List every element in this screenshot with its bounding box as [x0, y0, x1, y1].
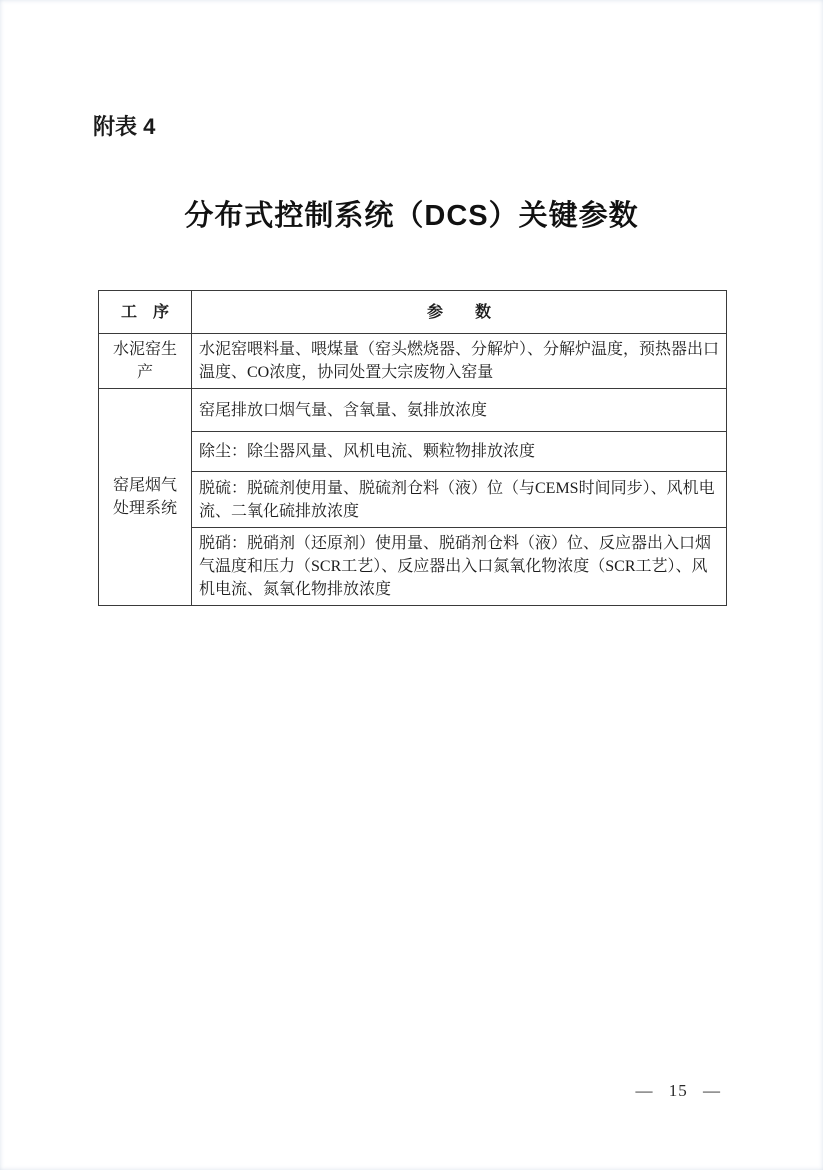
- table-header-row: [99, 291, 727, 334]
- table-row-dust-removal: [99, 432, 727, 472]
- table-row-cement-kiln: [99, 334, 727, 389]
- column-header-params: 参 数: [192, 291, 727, 334]
- process-cell-cement-kiln: 水泥窑生产: [99, 334, 192, 389]
- table-row-flue-gas-outlet: [99, 389, 727, 432]
- table-row-denitration: [99, 528, 727, 606]
- page-number: — 15 —: [635, 1081, 721, 1100]
- params-cell-denitration: 脱硝：脱硝剂（还原剂）使用量、脱硝剂仓料（液）位、反应器出入口烟气温度和压力（SCR工艺）、反应器出入口氮氧化物浓度（SCR工艺）、风机电流、氮氧化物排放浓度: [192, 528, 727, 606]
- params-cell-flue-gas-outlet: 窑尾排放口烟气量、含氧量、氨排放浓度: [192, 389, 727, 432]
- process-cell-flue-gas-system: 窑尾烟气处理系统: [99, 389, 192, 606]
- params-cell-dust-removal: 除尘：除尘器风量、风机电流、颗粒物排放浓度: [192, 432, 727, 472]
- annex-label: 附表 4: [93, 114, 156, 139]
- dcs-parameters-table: [98, 290, 727, 606]
- page-title: 分布式控制系统（DCS）关键参数: [184, 200, 639, 232]
- params-cell-desulfurization: 脱硫：脱硫剂使用量、脱硫剂仓料（液）位（与CEMS时间同步）、风机电流、二氧化硫排放浓度: [192, 472, 727, 528]
- table-row-desulfurization: [99, 472, 727, 528]
- params-cell-cement-kiln: 水泥窑喂料量、喂煤量（窑头燃烧器、分解炉）、分解炉温度，预热器出口温度、CO浓度，协同处置大宗废物入窑量: [192, 334, 727, 389]
- column-header-process: 工 序: [99, 291, 192, 334]
